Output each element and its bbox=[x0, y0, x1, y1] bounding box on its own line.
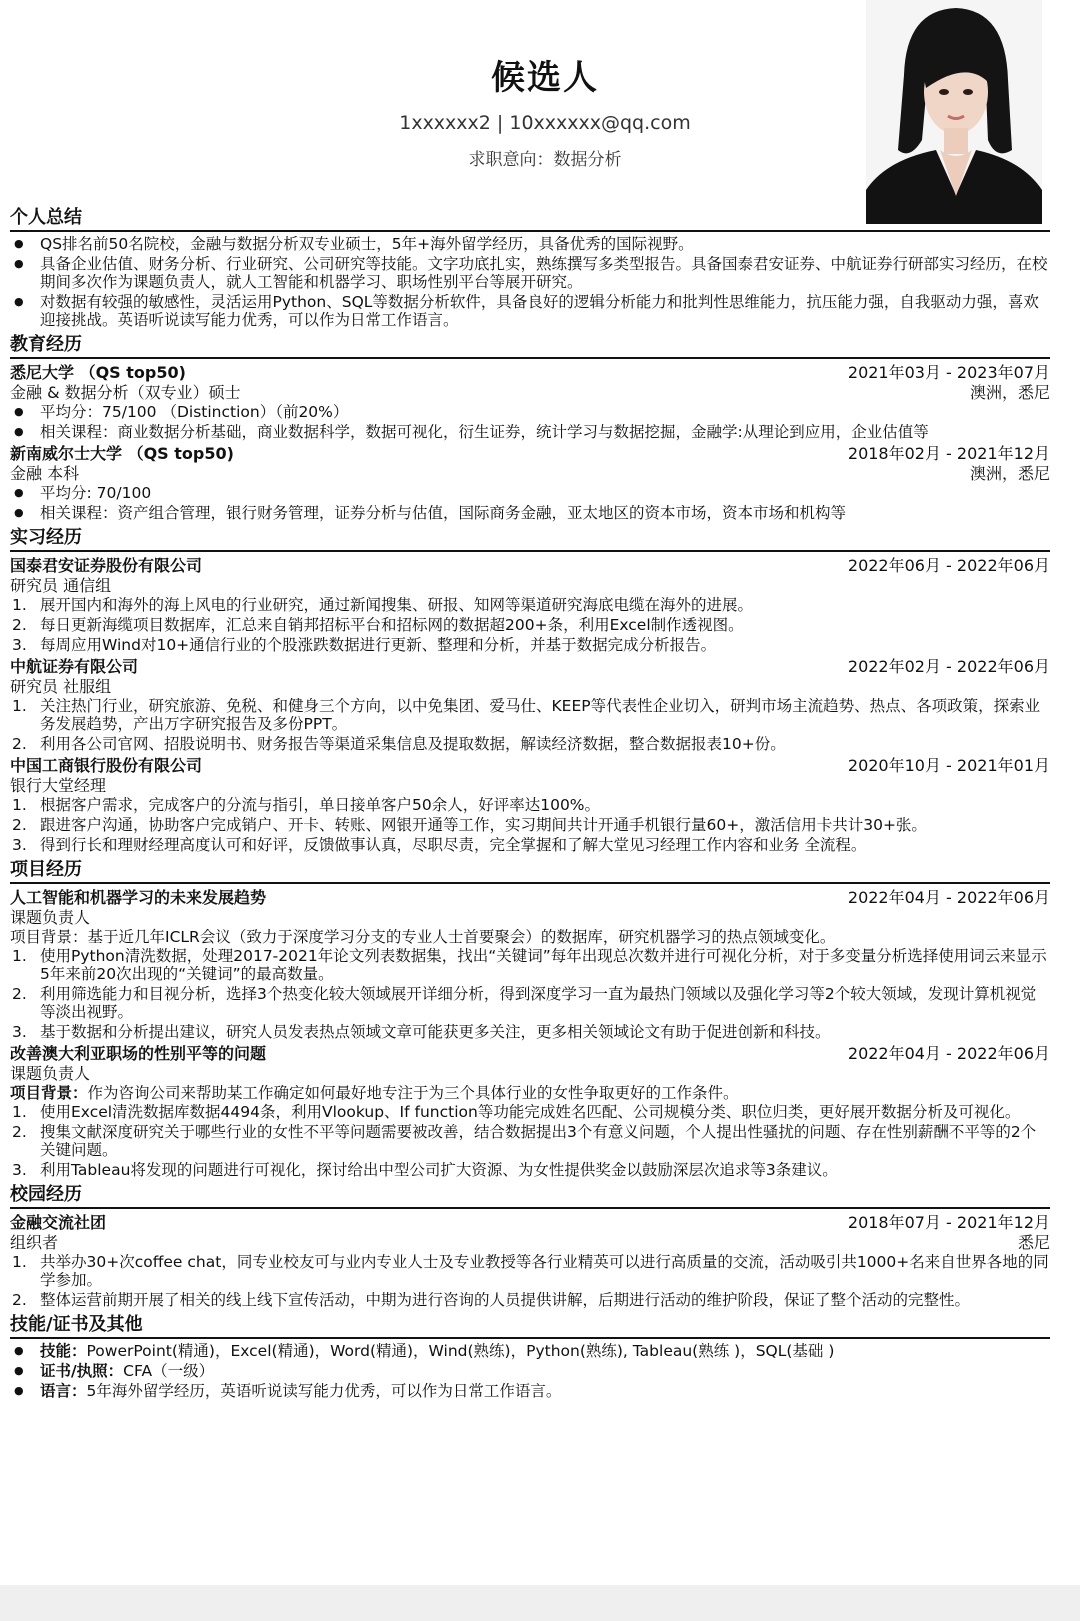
education-entry-header bbox=[10, 443, 1050, 464]
list-item: 1. 使用Python清洗数据，处理2017-2021年论文列表数据集，找出“关键词”每年出现总次数并进行可视化分析，对于多变量分析选择使用词云来显示5年来前20次出现的“关键词”的最高数量。 bbox=[12, 947, 1047, 983]
list-item: 1. 使用Excel清洗数据库数据4494条，利用Vlookup、If function等功能完成姓名匹配、公司规模分类、职位归类，更好展开数据分析及可视化。 bbox=[12, 1103, 1021, 1121]
list-item: ● 对数据有较强的敏感性，灵活运用Python、SQL等数据分析软件，具备良好的逻辑分析能力和批判性思维能力，抗压能力强，自我驱动力强，喜欢迎接挑战。英语听说读写能力优秀，可以作为日常工作语言。 bbox=[10, 293, 1050, 329]
list-item: ● QS排名前50名院校，金融与数据分析双专业硕士，5年+海外留学经历，具备优秀的国际视野。 bbox=[10, 235, 1050, 253]
degree: 金融 本科 bbox=[10, 464, 80, 483]
date-range: 2022年04月 - 2022年06月 bbox=[847, 888, 1050, 907]
project-entry-header bbox=[10, 1043, 1050, 1064]
internship-entry-sub bbox=[10, 776, 1050, 796]
list-item: 2. 搜集文献深度研究关于哪些行业的女性不平等问题需要被改善，结合数据提出3个有意义问题，个人提出性骚扰的问题、存在性别薪酬不平等的2个关键问题。 bbox=[12, 1123, 1037, 1159]
campus-entry-header bbox=[10, 1212, 1050, 1233]
role: 课题负责人 bbox=[10, 908, 91, 927]
resume-content bbox=[10, 204, 1050, 1402]
list-item: ● 相关课程：商业数据分析基础，商业数据科学，数据可视化，衍生证券，统计学习与数据挖掘，金融学:从理论到应用，企业估值等 bbox=[10, 423, 1050, 441]
job-intent: 求职意向：数据分析 bbox=[468, 150, 622, 170]
location: 澳洲，悉尼 bbox=[969, 383, 1050, 402]
portrait-illustration bbox=[866, 0, 1042, 224]
profile-photo bbox=[866, 0, 1042, 224]
skills-section bbox=[10, 1311, 1050, 1400]
internship-entry-header bbox=[10, 656, 1050, 677]
school-name: 悉尼大学 （QS top50) bbox=[10, 363, 186, 382]
list-item: 3. 得到行长和理财经理高度认可和好评，反馈做事认真，尽职尽责，完全掌握和了解大堂见习经理工作内容和业务 全流程。 bbox=[12, 836, 867, 854]
education-details bbox=[10, 403, 1050, 441]
role: 课题负责人 bbox=[10, 1064, 91, 1083]
date-range: 2020年10月 - 2021年01月 bbox=[847, 756, 1050, 775]
list-item: 2. 利用筛选能力和目视分析，选择3个热变化较大领域展开详细分析，得到深度学习一直为最热门领域以及强化学习等2个较大领域，发现计算机视觉等淡出视野。 bbox=[12, 985, 1037, 1021]
internship-details bbox=[10, 596, 1050, 654]
list-item: 3. 利用Tableau将发现的问题进行可视化，探讨给出中型公司扩大资源、为女性提供奖金以鼓励深层次追求等3条建议。 bbox=[12, 1161, 838, 1179]
list-item: 2. 利用各公司官网、招股说明书、财务报告等渠道采集信息及提取数据，解读经济数据，整合数据报表10+份。 bbox=[12, 735, 786, 753]
summary-list bbox=[10, 235, 1050, 329]
section-title-skills: 技能/证书及其他 bbox=[10, 1311, 1050, 1339]
school-name: 新南威尔士大学 （QS top50) bbox=[10, 444, 234, 463]
list-item: ● 语言：5年海外留学经历，英语听说读写能力优秀，可以作为日常工作语言。 bbox=[10, 1382, 1050, 1400]
contact-info: 1xxxxxx2 | 10xxxxxx@qq.com bbox=[399, 112, 691, 134]
list-item: 1. 根据客户需求，完成客户的分流与指引，单日接单客户50余人，好评率达100%。 bbox=[12, 796, 601, 814]
list-item: ● 具备企业估值、财务分析、行业研究、公司研究等技能。文字功底扎实，熟练撰写多类型报告。具备国泰君安证券、中航证券行研部实习经历，在校期间多次作为课题负责人，就人工智能和机器学习、职场性别平台等展开研究。 bbox=[10, 255, 1050, 291]
education-entry-header bbox=[10, 362, 1050, 383]
internship-section bbox=[10, 524, 1050, 854]
role: 银行大堂经理 bbox=[10, 776, 107, 795]
section-title-education: 教育经历 bbox=[10, 331, 1050, 359]
date-range: 2022年06月 - 2022年06月 bbox=[847, 556, 1050, 575]
company-name: 国泰君安证券股份有限公司 bbox=[10, 556, 203, 575]
education-entry-sub bbox=[10, 383, 1050, 403]
location: 澳洲，悉尼 bbox=[969, 464, 1050, 483]
list-item: 1. 共举办30+次coffee chat，同专业校友可与业内专业人士及专业教授等各行业精英可以进行高质量的交流，活动吸引共1000+名来自世界各地的同学参加。 bbox=[12, 1253, 1049, 1289]
campus-section bbox=[10, 1181, 1050, 1309]
role: 研究员 通信组 bbox=[10, 576, 112, 595]
section-title-summary: 个人总结 bbox=[10, 204, 1050, 232]
project-entry-sub bbox=[10, 908, 1050, 928]
campus-entry-sub bbox=[10, 1233, 1050, 1253]
list-item: 2. 每日更新海缆项目数据库，汇总来自销邦招标平台和招标网的数据超200+条，利用Excel制作透视图。 bbox=[12, 616, 744, 634]
date-range: 2018年07月 - 2021年12月 bbox=[847, 1213, 1050, 1232]
project-entry-header bbox=[10, 887, 1050, 908]
club-name: 金融交流社团 bbox=[10, 1213, 107, 1232]
campus-details bbox=[10, 1253, 1050, 1309]
education-entry-sub bbox=[10, 464, 1050, 484]
list-item: 2. 跟进客户沟通，协助客户完成销户、开卡、转账、网银开通等工作，实习期间共计开通手机银行量60+，激活信用卡共计30+张。 bbox=[12, 816, 927, 834]
project-details bbox=[10, 1103, 1050, 1179]
internship-details bbox=[10, 697, 1050, 753]
project-name: 改善澳大利亚职场的性别平等的问题 bbox=[10, 1044, 267, 1063]
company-name: 中航证券有限公司 bbox=[10, 657, 139, 676]
candidate-name: 候选人 bbox=[491, 58, 599, 98]
section-title-internship: 实习经历 bbox=[10, 524, 1050, 552]
list-item: 1. 关注热门行业，研究旅游、免税、和健身三个方向，以中免集团、爱马仕、KEEP等代表性企业切入，研判市场主流趋势、热点、各项政策，探索业务发展趋势，产出万字研究报告及多份PPT。 bbox=[12, 697, 1041, 733]
date-range: 2021年03月 - 2023年07月 bbox=[847, 363, 1050, 382]
internship-entry-header bbox=[10, 555, 1050, 576]
list-item: ● 平均分：75/100 （Distinction）（前20%） bbox=[10, 403, 1050, 421]
project-background: 项目背景：基于近几年ICLR会议（致力于深度学习分支的专业人士首要聚会）的数据库，研究机器学习的热点领域变化。 bbox=[10, 928, 836, 946]
internship-entry-sub bbox=[10, 576, 1050, 596]
section-title-campus: 校园经历 bbox=[10, 1181, 1050, 1209]
list-item: ● 平均分: 70/100 bbox=[10, 484, 1050, 502]
skills-list bbox=[10, 1342, 1050, 1400]
list-item: ● 相关课程：资产组合管理，银行财务管理，证券分析与估值，国际商务金融，亚太地区的资本市场，资本市场和机构等 bbox=[10, 504, 1050, 522]
role: 研究员 社服组 bbox=[10, 677, 112, 696]
location: 悉尼 bbox=[1017, 1233, 1050, 1252]
list-item: 3. 基于数据和分析提出建议，研究人员发表热点领域文章可能获更多关注，更多相关领域论文有助于促进创新和科技。 bbox=[12, 1023, 831, 1041]
education-section bbox=[10, 331, 1050, 522]
list-item: ● 证书/执照：CFA（一级） bbox=[10, 1362, 1050, 1380]
summary-section bbox=[10, 204, 1050, 329]
list-item: 2. 整体运营前期开展了相关的线上线下宣传活动，中期为进行咨询的人员提供讲解，后期进行活动的维护阶段，保证了整个活动的完整性。 bbox=[12, 1291, 971, 1309]
list-item: 3. 每周应用Wind对10+通信行业的个股涨跌数据进行更新、整理和分析，并基于数据完成分析报告。 bbox=[12, 636, 717, 654]
date-range: 2018年02月 - 2021年12月 bbox=[847, 444, 1050, 463]
page-bottom-margin bbox=[0, 1585, 1080, 1621]
project-background: 项目背景：作为咨询公司来帮助某工作确定如何最好地专注于为三个具体行业的女性争取更好的工作条件。 bbox=[10, 1084, 739, 1102]
project-details bbox=[10, 947, 1050, 1041]
date-range: 2022年04月 - 2022年06月 bbox=[847, 1044, 1050, 1063]
role: 组织者 bbox=[10, 1233, 59, 1252]
internship-details bbox=[10, 796, 1050, 854]
section-title-projects: 项目经历 bbox=[10, 856, 1050, 884]
internship-entry-header bbox=[10, 755, 1050, 776]
list-item: 1. 展开国内和海外的海上风电的行业研究，通过新闻搜集、研报、知网等渠道研究海底电缆在海外的进展。 bbox=[12, 596, 754, 614]
internship-entry-sub bbox=[10, 677, 1050, 697]
list-item: ● 技能：PowerPoint(精通)，Excel(精通)，Word(精通)，Wind(熟练)，Python(熟练), Tableau(熟练 )，SQL(基础 ) bbox=[10, 1342, 1050, 1360]
degree: 金融 & 数据分析（双专业）硕士 bbox=[10, 383, 241, 402]
company-name: 中国工商银行股份有限公司 bbox=[10, 756, 203, 775]
education-details bbox=[10, 484, 1050, 522]
project-name: 人工智能和机器学习的未来发展趋势 bbox=[10, 888, 267, 907]
date-range: 2022年02月 - 2022年06月 bbox=[847, 657, 1050, 676]
project-entry-sub bbox=[10, 1064, 1050, 1084]
projects-section bbox=[10, 856, 1050, 1179]
